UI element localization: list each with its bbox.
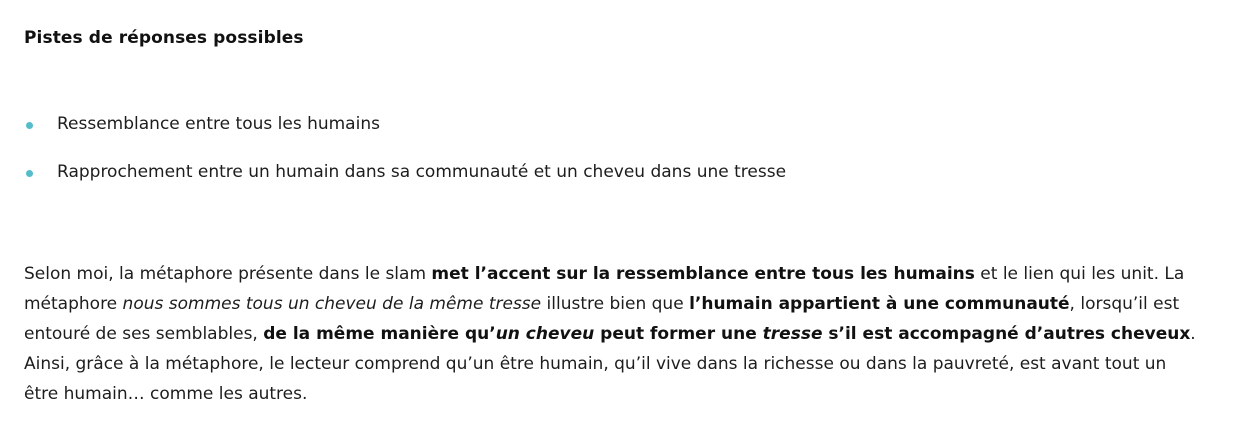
paragraph-segment-bold-italic: tresse: [762, 324, 823, 344]
bullet-dot-icon: [26, 122, 33, 129]
list-item: [24, 160, 1216, 184]
paragraph-segment: . Ainsi, grâce à la métaphore, le lecteur comprend qu’un être humain, qu’il vive dans la richesse ou dans la pauvreté, est avant tout un être humain… comme les autres.: [24, 324, 1196, 404]
bullet-dot-icon: [26, 170, 33, 177]
paragraph-segment: Selon moi, la métaphore présente dans le slam: [24, 264, 432, 284]
paragraph-segment-bold: s’il est accompagné d’autres cheveux: [822, 324, 1191, 344]
paragraph-segment-bold: peut former une: [594, 324, 763, 344]
list-item-label: Rapprochement entre un humain dans sa communauté et un cheveu dans une tresse: [57, 162, 787, 182]
paragraph-segment-italic: nous sommes tous un cheveu de la même tresse: [122, 294, 542, 314]
answer-hints-list: [24, 50, 1216, 184]
paragraph-segment: , lorsqu’il est entouré de ses semblables,: [24, 294, 1180, 344]
paragraph-segment: et le lien qui les unit. La métaphore: [24, 264, 1185, 314]
list-item-label: Ressemblance entre tous les humains: [57, 114, 380, 134]
list-item: [24, 112, 1216, 136]
paragraph-segment-bold: de la même manière qu’: [263, 324, 496, 344]
page-title: Pistes de réponses possibles: [24, 28, 304, 48]
paragraph-segment: illustre bien que: [541, 294, 690, 314]
paragraph-segment-bold: l’humain appartient à une communauté: [689, 294, 1070, 314]
paragraph-segment-bold-italic: un cheveu: [495, 324, 595, 344]
answer-paragraph: [24, 208, 1204, 409]
paragraph-segment-bold: met l’accent sur la ressemblance entre tous les humains: [431, 264, 975, 284]
